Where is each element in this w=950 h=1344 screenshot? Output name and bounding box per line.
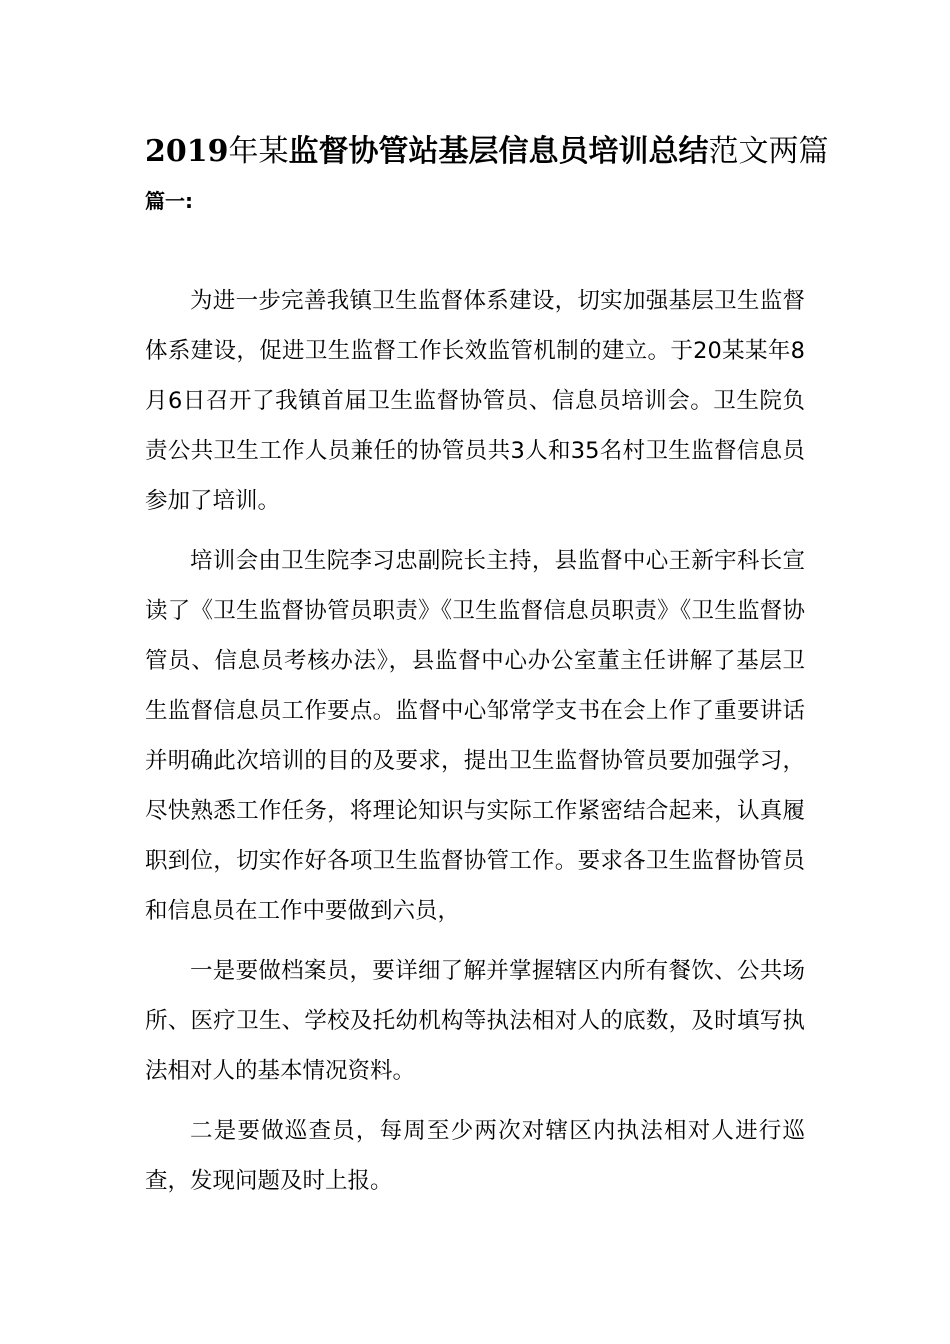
paragraph-2: 培训会由卫生院李习忠副院长主持，县监督中心王新宇科长宣读了《卫生监督协管员职责》《卫生监督信息员职责》《卫生监督协管员、信息员考核办法》，县监督中心办公室董主任讲解了基层卫生监督信息员工作要点。监督中心邹常学支书在会上作了重要讲话并明确此次培训的目的及要求，提出卫生监督协管员要加强学习，尽快熟悉工作任务，将理论知识与实际工作紧密结合起来，认真履职到位，切实作好各项卫生监督协管工作。要求各卫生监督协管员和信息员在工作中要做到六员， [145, 548, 805, 924]
paragraph-4: 二是要做巡查员，每周至少两次对辖区内执法相对人进行巡查，发现问题及时上报。 [145, 1118, 805, 1194]
title-year: 2019 [145, 134, 229, 169]
title-main: 监督协管站基层信息员培训总结 [288, 134, 709, 169]
title-suffix: 范文两篇 [708, 134, 829, 169]
document-title [145, 130, 829, 174]
paragraph-3: 一是要做档案员，要详细了解并掌握辖区内所有餐饮、公共场所、医疗卫生、学校及托幼机构等执法相对人的底数，及时填写执法相对人的基本情况资料。 [145, 958, 805, 1084]
paragraph-1: 为进一步完善我镇卫生监督体系建设，切实加强基层卫生监督体系建设，促进卫生监督工作长效监管机制的建立。于20某某年8月6日召开了我镇首届卫生监督协管员、信息员培训会。卫生院负责公共卫生工作人员兼任的协管员共3人和35名村卫生监督信息员参加了培训。 [145, 288, 805, 514]
section-heading: 篇一: [145, 189, 193, 213]
title-prefix: 年某 [228, 134, 289, 169]
